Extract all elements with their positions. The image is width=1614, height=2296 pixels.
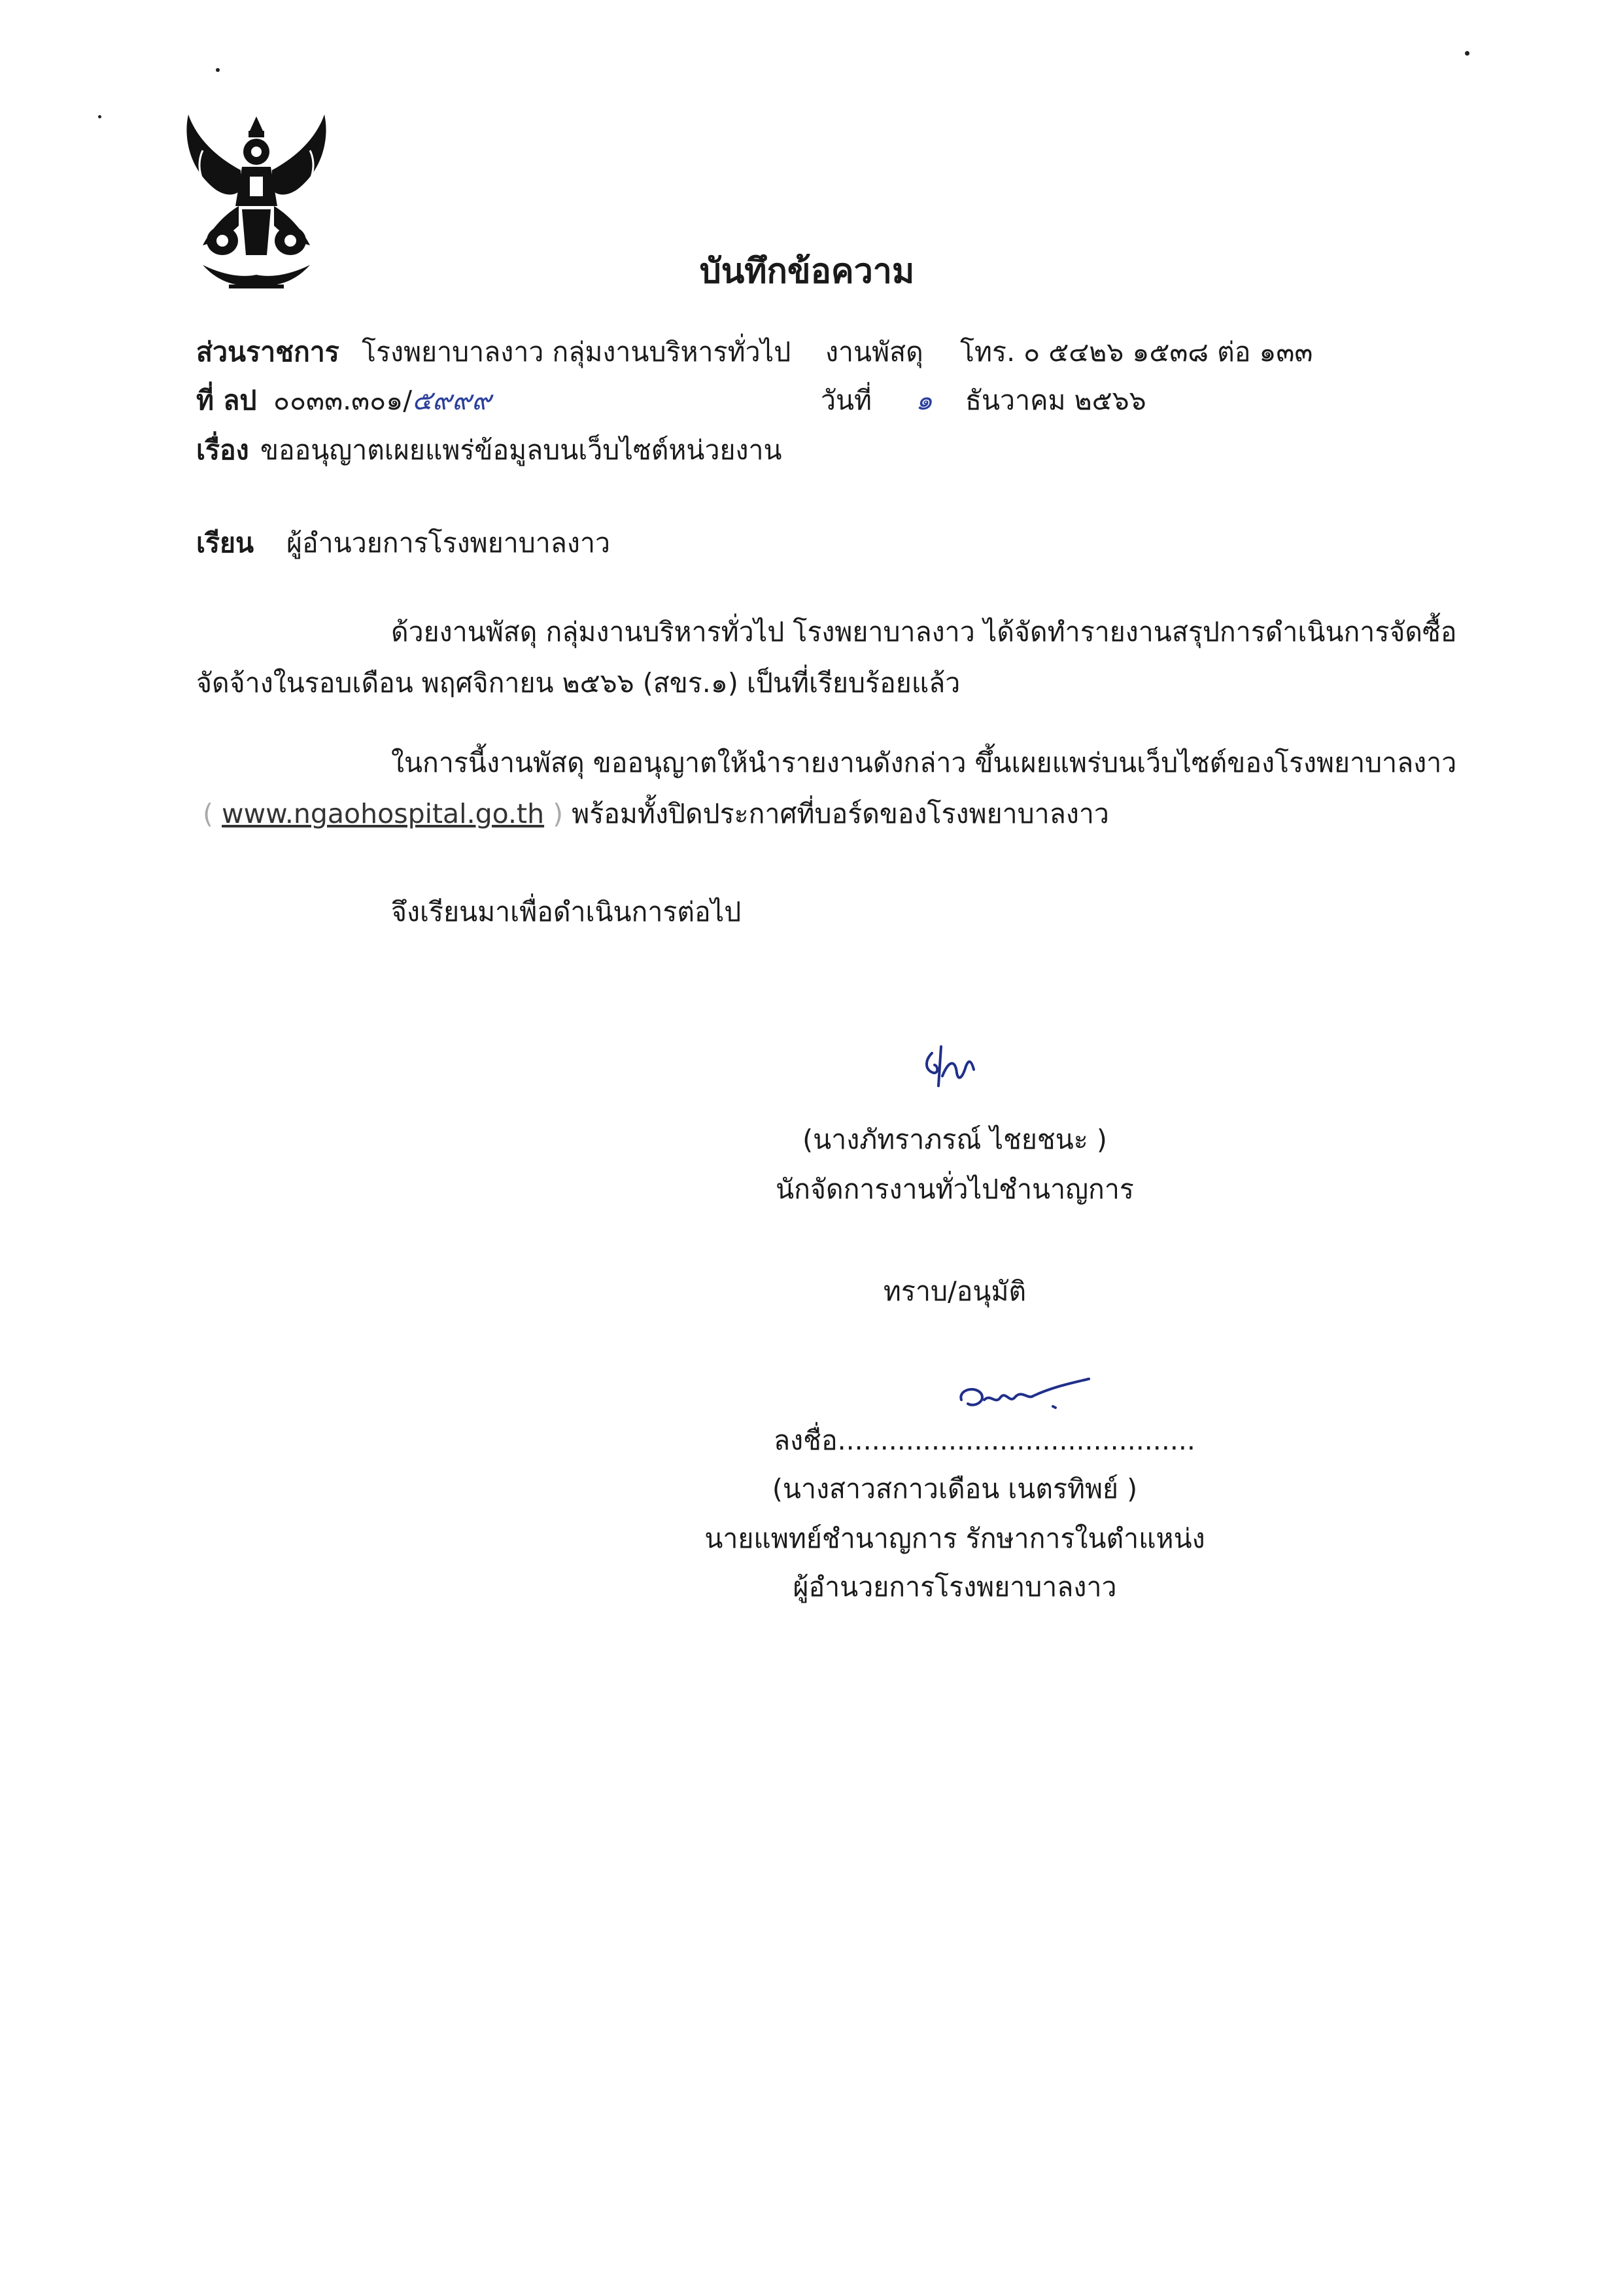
signature-1 [919, 1040, 991, 1092]
department-row [196, 336, 339, 368]
scan-speck [1465, 51, 1469, 56]
department-unit: งานพัสดุ [825, 336, 923, 368]
date-label: วันที่ [821, 385, 872, 416]
scan-speck [98, 115, 101, 118]
memo-title: บันทึกข้อความ [699, 252, 915, 291]
subject-label: เรื่อง [196, 434, 249, 466]
signer1-position: นักจัดการงานทั่วไปชำนาญการ [776, 1174, 1134, 1205]
department-org: โรงพยาบาลงาว กลุ่มงานบริหารทั่วไป [362, 336, 791, 368]
department-label: ส่วนราชการ [196, 336, 339, 368]
department-phone: โทร. ๐ ๕๔๒๖ ๑๕๓๘ ต่อ ๑๓๓ [960, 336, 1313, 368]
subject-text: ขออนุญาตเผยแพร่ข้อมูลบนเว็บไซต์หน่วยงาน [260, 434, 782, 466]
hospital-website-link[interactable]: www.ngaohospital.go.th [222, 798, 545, 829]
date-month-year: ธันวาคม ๒๕๖๖ [965, 385, 1146, 416]
date-day: ๑ [916, 385, 933, 416]
paragraph2-line2 [203, 798, 1109, 830]
to-row [196, 527, 254, 559]
paragraph2-line1: ในการนี้งานพัสดุ ขออนุญาตให้นำรายงานดังกล่าว ขึ้นเผยแพร่บนเว็บไซต์ของโรงพยาบาลงาว [391, 747, 1457, 778]
paragraph1-line2: จัดจ้างในรอบเดือน พฤศจิกายน ๒๕๖๖ (สขร.๑) เป็นที่เรียบร้อยแล้ว [196, 667, 961, 699]
approver-name: (นางสาวสกาวเดือน เนตรทิพย์ ) [772, 1473, 1138, 1505]
reference-handwritten-number: ๕๙๙๙ [412, 385, 492, 416]
reference-label [196, 385, 256, 417]
approver-position-2: ผู้อำนวยการโรงพยาบาลงาว [793, 1571, 1117, 1603]
closing-text: จึงเรียนมาเพื่อดำเนินการต่อไป [391, 896, 742, 928]
approval-sign-line: ลงชื่อ.......................................... [774, 1425, 1195, 1456]
url-open-paren: ( [203, 798, 213, 829]
scan-speck [216, 68, 220, 72]
approver-position-1: นายแพทย์ชำนาญการ รักษาการในตำแหน่ง [704, 1523, 1205, 1554]
url-close-paren: ) [553, 798, 564, 829]
to-label: เรียน [196, 527, 254, 559]
approval-text: ทราบ/อนุมัติ [883, 1276, 1027, 1307]
to-text: ผู้อำนวยการโรงพยาบาลงาว [286, 527, 610, 559]
signer1-name: (นางภัทราภรณ์ ไชยชนะ ) [802, 1124, 1107, 1155]
signature-2 [955, 1374, 1099, 1426]
paragraph2-line2-rest: พร้อมทั้งปิดประกาศที่บอร์ดของโรงพยาบาลงาว [572, 798, 1109, 829]
paragraph1-line1: ด้วยงานพัสดุ กลุ่มงานบริหารทั่วไป โรงพยาบาลงาว ได้จัดทำรายงานสรุปการดำเนินการจัดซื้อ [391, 616, 1457, 648]
reference-number [273, 385, 491, 417]
reference-label-text: ที่ ลป [196, 385, 257, 416]
reference-prefix: ๐๐๓๓.๓๐๑/ [273, 385, 413, 416]
subject-row [196, 434, 249, 466]
